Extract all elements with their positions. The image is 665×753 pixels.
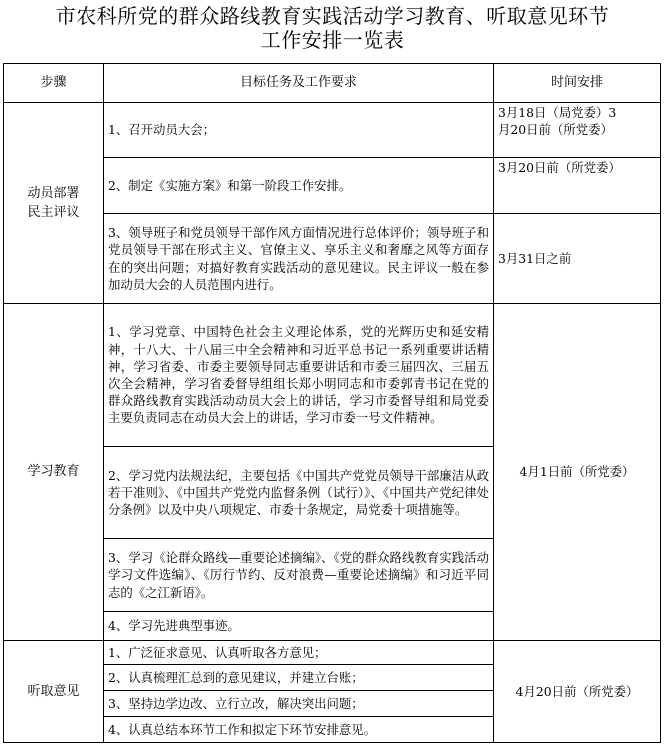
stage-step-study: 学习教育 bbox=[4, 304, 104, 641]
table-row bbox=[4, 103, 661, 158]
table-row bbox=[4, 304, 661, 447]
task-cell: 4、学习先进典型事迹。 bbox=[104, 612, 494, 641]
schedule-table bbox=[3, 63, 661, 743]
task-cell: 2、认真梳理汇总到的意见建议，并建立台账； bbox=[104, 665, 494, 691]
header-task: 目标任务及工作要求 bbox=[104, 64, 494, 103]
task-cell: 1、广泛征求意见、认真听取各方意见； bbox=[104, 641, 494, 665]
time-cell: 3月20日前（所党委） bbox=[494, 158, 661, 214]
document-title bbox=[0, 4, 665, 52]
task-cell: 3、学习《论群众路线—重要论述摘编》、《党的群众路线教育实践活动学习文件选编》、《厉行节约、反对浪费—重要论述摘编》和习近平同志的《之江新语》。 bbox=[104, 539, 494, 612]
task-cell: 1、学习党章、中国特色社会主义理论体系，党的光辉历史和延安精神，十八大、十八届三中全会精神和习近平总书记一系列重要讲话精神，学习省委、市委主要领导同志重要讲话和市委三届四次、三届五次全会精神，学习省委督导组组长郑小明同志和市委郭青书记在党的群众路线教育实践活动动员大会上的讲话，学习市委督导组和局党委主要负责同志在动员大会上的讲话，学习市委一号文件精神。 bbox=[104, 304, 494, 447]
stage-step-mobilize: 动员部署民主评议 bbox=[4, 103, 104, 304]
header-time: 时间安排 bbox=[494, 64, 661, 103]
title-line-1: 市农科所党的群众路线教育实践活动学习教育、听取意见环节 bbox=[55, 4, 610, 28]
header-row bbox=[4, 64, 661, 103]
title-line-2: 工作安排一览表 bbox=[260, 28, 405, 52]
time-cell: 4月1日前（所党委） bbox=[494, 304, 661, 641]
task-cell: 4、认真总结本环节工作和拟定下环节安排意见。 bbox=[104, 717, 494, 743]
time-cell: 3月18日（局党委）3月20日前（所党委） bbox=[494, 103, 661, 158]
time-cell: 4月20日前（所党委） bbox=[494, 641, 661, 743]
task-cell: 3、坚持边学边改、立行立改，解决突出问题； bbox=[104, 691, 494, 717]
task-cell: 3、领导班子和党员领导干部作风方面情况进行总体评价；领导班子和党员领导干部在形式主义、官僚主义、享乐主义和奢靡之风等方面存在的突出问题；对搞好教育实践活动的意见建议。民主评议一般在参加动员大会的人员范围内进行。 bbox=[104, 214, 494, 304]
time-cell: 3月31日之前 bbox=[494, 214, 661, 304]
table-row bbox=[4, 641, 661, 665]
header-step: 步骤 bbox=[4, 64, 104, 103]
task-cell: 2、学习党内法规法纪，主要包括《中国共产党党员领导干部廉洁从政若干准则》、《中国共产党党内监督条例（试行）》、《中国共产党纪律处分条例》以及中央八项规定、市委十条规定，局党委十项措施等。 bbox=[104, 447, 494, 539]
task-cell: 1、召开动员大会； bbox=[104, 103, 494, 158]
task-cell: 2、制定《实施方案》和第一阶段工作安排。 bbox=[104, 158, 494, 214]
stage-step-listen: 听取意见 bbox=[4, 641, 104, 743]
